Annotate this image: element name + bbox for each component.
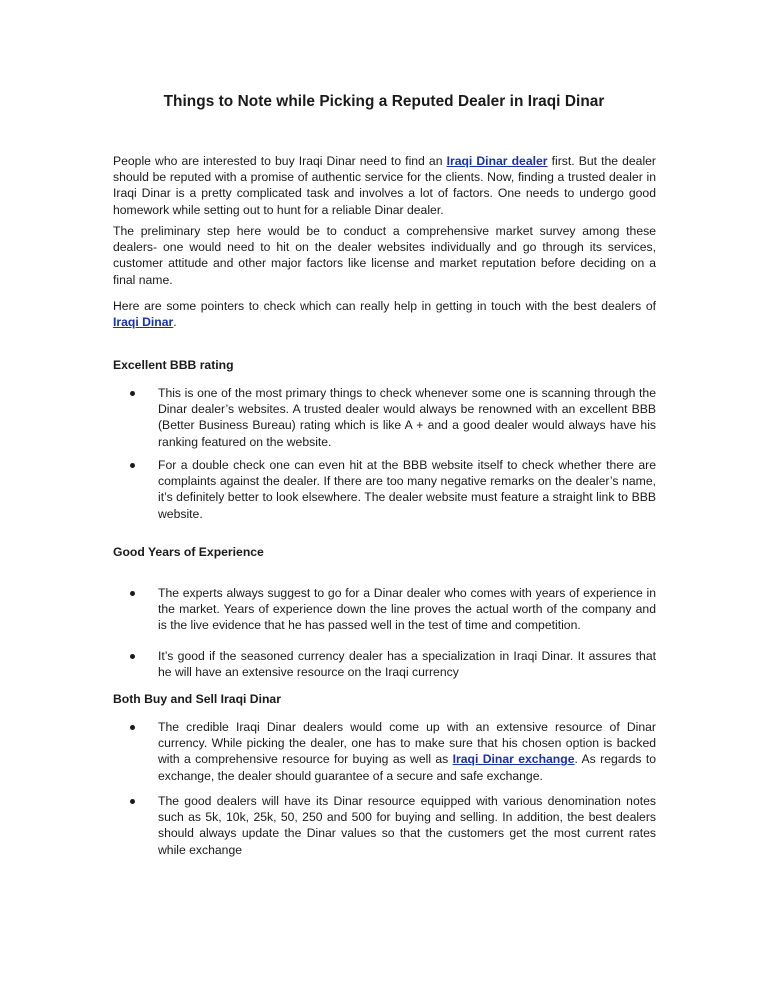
list-item-text: The experts always suggest to go for a Dinar dealer who comes with years of experience in the market. Years of experience down the line proves the actual worth of the company and is the live evidence that he has passed well in the test of time and competition. (158, 586, 656, 633)
list-item-text: The good dealers will have its Dinar resource equipped with various denomination notes such as 5k, 10k, 25k, 50, 250 and 500 for buying and selling. In addition, the best dealers should always update the Dinar values so that the customers get the most current rates while exchange (158, 794, 656, 857)
list-item-text (158, 719, 656, 784)
bullet-icon (130, 725, 135, 730)
bullet-icon (130, 799, 135, 804)
intro-paragraph-2: The preliminary step here would be to conduct a comprehensive market survey among these dealers- one would need to hit on the dealer websites individually and go through its services, customer attitude and other major factors like license and market reputation before deciding on a final name. (113, 224, 656, 287)
bullet-icon (130, 591, 135, 596)
document-title: Things to Note while Picking a Reputed Dealer in Iraqi Dinar (163, 93, 605, 110)
intro-paragraph-1 (113, 153, 656, 218)
list-item (113, 793, 656, 858)
buy-sell-bullet1-text-before: The credible Iraqi Dinar dealers would come up with an extensive resource of Dinar currency. While picking the dealer, one has to make sure that his chosen option is backed with a comprehensive resource for buying as well as (158, 720, 656, 767)
list-item (113, 457, 656, 522)
bullet-icon (130, 391, 135, 396)
list-item (113, 385, 656, 450)
iraqi-dinar-exchange-link[interactable]: Iraqi Dinar exchange (452, 752, 575, 767)
intro-p3-text-before: Here are some pointers to check which can really help in getting in touch with the best dealers of (113, 299, 656, 313)
section-heading-bbb-rating: Excellent BBB rating (113, 358, 234, 372)
intro-p1-text-before: People who are interested to buy Iraqi Dinar need to find an (113, 154, 447, 168)
bullet-icon (130, 463, 135, 468)
section-heading-buy-and-sell: Both Buy and Sell Iraqi Dinar (113, 692, 281, 706)
list-item-text: It’s good if the seasoned currency dealer has a specialization in Iraqi Dinar. It assures that he will have an extensive resource on the Iraqi currency (158, 649, 656, 680)
list-item (113, 719, 656, 784)
list-item (113, 585, 656, 634)
bullet-icon (130, 654, 135, 659)
list-item-text: This is one of the most primary things to check whenever some one is scanning through the Dinar dealer’s websites. A trusted dealer would always be renowned with an excellent BBB (Better Business Bureau) rating which is like A + and a good dealer would always have his ranking featured on the website. (158, 386, 656, 449)
list-item-text: For a double check one can even hit at the BBB website itself to check whether there are complaints against the dealer. If there are too many negative remarks on the dealer’s name, it’s definitely better to look elsewhere. The dealer website must feature a straight link to BBB website. (158, 458, 656, 521)
iraqi-dinar-dealer-link[interactable]: Iraqi Dinar dealer (446, 154, 548, 168)
iraqi-dinar-link[interactable]: Iraqi Dinar (113, 315, 174, 330)
intro-p1-text-after: first. But the dealer should be reputed with a promise of authentic service for the clients. Now, finding a trusted dealer in Iraqi Dinar is a pretty complicated task and involves a lot of factors. One needs to undergo good homework while setting out to hunt for a reliable Dinar dealer. (113, 154, 656, 217)
buy-sell-bullet1-text-after: . As regards to exchange, the dealer should guarantee of a secure and safe exchange. (158, 752, 656, 783)
section-heading-years-of-experience: Good Years of Experience (113, 545, 264, 559)
intro-paragraph-3 (113, 298, 656, 330)
list-item (113, 648, 656, 680)
intro-p3-text-after: . (173, 315, 177, 330)
